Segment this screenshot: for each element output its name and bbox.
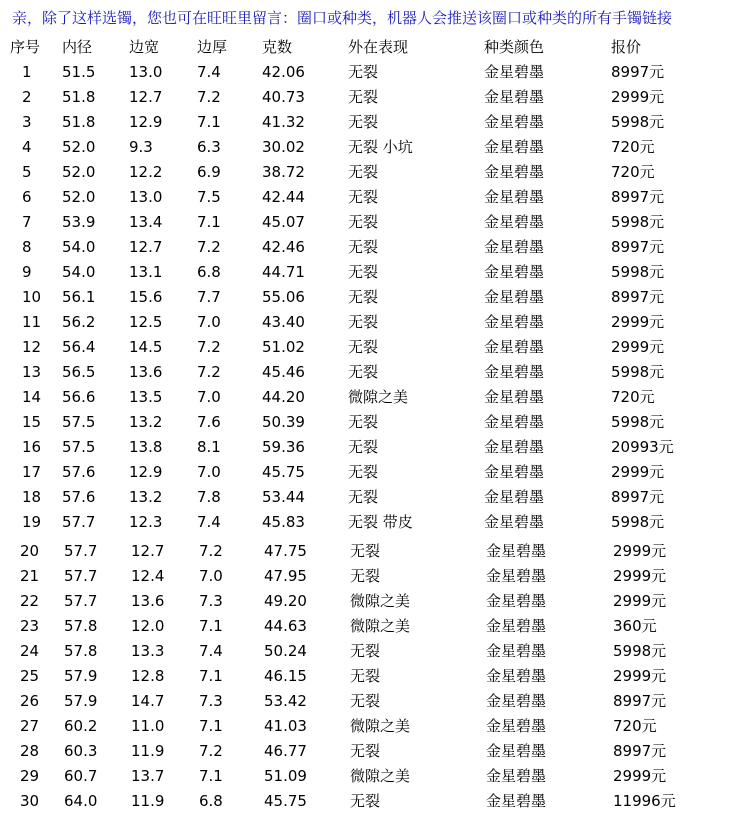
- row-type-color: 金星碧墨: [484, 388, 545, 406]
- row-inner-diameter: 57.6: [62, 488, 96, 506]
- row-inner-diameter: 57.8: [64, 642, 98, 660]
- table-row: [0, 185, 751, 210]
- row-weight: 44.20: [262, 388, 305, 406]
- table-row: [0, 310, 751, 335]
- row-appearance: 无裂: [348, 88, 379, 106]
- row-inner-diameter: 57.8: [64, 617, 98, 635]
- row-weight: 53.44: [262, 488, 305, 506]
- row-width: 12.4: [131, 567, 165, 585]
- row-weight: 42.46: [262, 238, 305, 256]
- table-row: [0, 714, 751, 739]
- row-weight: 40.73: [262, 88, 305, 106]
- table-row: [0, 335, 751, 360]
- row-type-color: 金星碧墨: [484, 513, 545, 531]
- row-inner-diameter: 64.0: [64, 792, 98, 810]
- row-weight: 46.15: [264, 667, 307, 685]
- row-appearance: 无裂: [350, 692, 381, 710]
- row-type-color: 金星碧墨: [486, 792, 547, 810]
- row-index: 18: [22, 488, 42, 506]
- row-weight: 41.32: [262, 113, 305, 131]
- row-index: 8: [22, 238, 32, 256]
- row-thickness: 7.2: [199, 542, 223, 560]
- table-row: [0, 539, 751, 564]
- table-row: [0, 589, 751, 614]
- row-price: 720元: [611, 388, 655, 406]
- row-type-color: 金星碧墨: [486, 542, 547, 560]
- row-thickness: 6.9: [197, 163, 221, 181]
- row-appearance: 无裂: [350, 792, 381, 810]
- table-row: [0, 385, 751, 410]
- row-width: 11.9: [131, 792, 165, 810]
- row-width: 11.0: [131, 717, 165, 735]
- row-price: 2999元: [613, 542, 667, 560]
- row-width: 12.9: [129, 113, 163, 131]
- row-price: 2999元: [613, 567, 667, 585]
- row-type-color: 金星碧墨: [484, 188, 545, 206]
- row-width: 12.5: [129, 313, 163, 331]
- row-index: 26: [20, 692, 40, 710]
- row-price: 5998元: [611, 413, 665, 431]
- row-inner-diameter: 60.7: [64, 767, 98, 785]
- row-type-color: 金星碧墨: [484, 138, 545, 156]
- row-inner-diameter: 56.5: [62, 363, 96, 381]
- row-inner-diameter: 57.9: [64, 667, 98, 685]
- row-appearance: 无裂: [348, 438, 379, 456]
- row-index: 23: [20, 617, 40, 635]
- row-width: 12.0: [131, 617, 165, 635]
- row-inner-diameter: 52.0: [62, 163, 96, 181]
- row-inner-diameter: 56.1: [62, 288, 96, 306]
- row-index: 13: [22, 363, 42, 381]
- row-index: 21: [20, 567, 40, 585]
- row-inner-diameter: 52.0: [62, 188, 96, 206]
- row-width: 13.4: [129, 213, 163, 231]
- row-appearance: 微隙之美: [350, 617, 411, 635]
- header-thickness: 边厚: [197, 38, 228, 56]
- table-row: [0, 285, 751, 310]
- table-body-part2: [0, 539, 751, 814]
- row-weight: 47.95: [264, 567, 307, 585]
- row-type-color: 金星碧墨: [484, 163, 545, 181]
- row-inner-diameter: 53.9: [62, 213, 96, 231]
- row-index: 15: [22, 413, 42, 431]
- row-appearance: 无裂: [350, 642, 381, 660]
- row-width: 13.0: [129, 188, 163, 206]
- row-thickness: 7.1: [199, 717, 223, 735]
- row-price: 8997元: [611, 288, 665, 306]
- row-type-color: 金星碧墨: [484, 88, 545, 106]
- row-weight: 41.03: [264, 717, 307, 735]
- header-index: 序号: [10, 38, 41, 56]
- row-inner-diameter: 51.8: [62, 113, 96, 131]
- header-price: 报价: [611, 38, 642, 56]
- row-weight: 45.75: [262, 463, 305, 481]
- row-inner-diameter: 56.2: [62, 313, 96, 331]
- row-price: 720元: [613, 717, 657, 735]
- table-row: [0, 460, 751, 485]
- row-type-color: 金星碧墨: [486, 667, 547, 685]
- row-index: 10: [22, 288, 42, 306]
- row-price: 8997元: [613, 692, 667, 710]
- row-appearance: 无裂: [348, 288, 379, 306]
- row-weight: 45.75: [264, 792, 307, 810]
- row-weight: 42.44: [262, 188, 305, 206]
- row-index: 16: [22, 438, 42, 456]
- row-thickness: 7.1: [197, 113, 221, 131]
- table-row: [0, 435, 751, 460]
- row-appearance: 微隙之美: [350, 717, 411, 735]
- row-appearance: 微隙之美: [350, 767, 411, 785]
- row-type-color: 金星碧墨: [484, 238, 545, 256]
- row-index: 6: [22, 188, 32, 206]
- row-index: 29: [20, 767, 40, 785]
- row-weight: 38.72: [262, 163, 305, 181]
- row-price: 2999元: [611, 463, 665, 481]
- row-width: 12.7: [131, 542, 165, 560]
- row-width: 12.7: [129, 88, 163, 106]
- header-inner-diameter: 内径: [62, 38, 93, 56]
- row-type-color: 金星碧墨: [486, 717, 547, 735]
- row-width: 14.5: [129, 338, 163, 356]
- row-thickness: 7.0: [197, 313, 221, 331]
- row-index: 25: [20, 667, 40, 685]
- row-thickness: 7.8: [197, 488, 221, 506]
- table-body-part1: [0, 60, 751, 535]
- row-weight: 44.63: [264, 617, 307, 635]
- header-width: 边宽: [129, 38, 160, 56]
- row-thickness: 7.4: [197, 513, 221, 531]
- row-inner-diameter: 57.7: [64, 567, 98, 585]
- row-type-color: 金星碧墨: [484, 488, 545, 506]
- row-appearance: 无裂: [348, 163, 379, 181]
- row-thickness: 7.4: [197, 63, 221, 81]
- row-type-color: 金星碧墨: [486, 567, 547, 585]
- row-weight: 49.20: [264, 592, 307, 610]
- row-weight: 51.09: [264, 767, 307, 785]
- row-weight: 43.40: [262, 313, 305, 331]
- table-row: [0, 789, 751, 814]
- row-price: 2999元: [613, 667, 667, 685]
- row-type-color: 金星碧墨: [486, 642, 547, 660]
- row-width: 13.1: [129, 263, 163, 281]
- row-appearance: 无裂 带皮: [348, 513, 413, 531]
- row-inner-diameter: 57.7: [62, 513, 96, 531]
- table-row: [0, 135, 751, 160]
- row-type-color: 金星碧墨: [486, 617, 547, 635]
- table-row: [0, 689, 751, 714]
- row-appearance: 无裂: [348, 413, 379, 431]
- row-index: 19: [22, 513, 42, 531]
- row-index: 17: [22, 463, 42, 481]
- row-width: 12.3: [129, 513, 163, 531]
- row-weight: 47.75: [264, 542, 307, 560]
- row-thickness: 6.8: [197, 263, 221, 281]
- row-thickness: 7.7: [197, 288, 221, 306]
- row-width: 9.3: [129, 138, 153, 156]
- row-price: 8997元: [611, 188, 665, 206]
- row-thickness: 7.2: [199, 742, 223, 760]
- row-appearance: 无裂: [350, 542, 381, 560]
- row-width: 14.7: [131, 692, 165, 710]
- row-type-color: 金星碧墨: [484, 213, 545, 231]
- table-row: [0, 60, 751, 85]
- table-row: [0, 510, 751, 535]
- row-type-color: 金星碧墨: [484, 113, 545, 131]
- row-appearance: 无裂: [350, 667, 381, 685]
- row-appearance: 无裂: [348, 238, 379, 256]
- bangle-table-part1: [0, 35, 751, 535]
- row-thickness: 7.2: [197, 238, 221, 256]
- row-width: 13.5: [129, 388, 163, 406]
- row-weight: 53.42: [264, 692, 307, 710]
- row-appearance: 无裂: [348, 313, 379, 331]
- row-index: 20: [20, 542, 40, 560]
- table-row: [0, 639, 751, 664]
- row-thickness: 7.3: [199, 592, 223, 610]
- row-appearance: 无裂: [348, 63, 379, 81]
- row-thickness: 7.4: [199, 642, 223, 660]
- row-inner-diameter: 57.5: [62, 438, 96, 456]
- row-index: 9: [22, 263, 32, 281]
- row-index: 3: [22, 113, 32, 131]
- row-thickness: 6.3: [197, 138, 221, 156]
- row-type-color: 金星碧墨: [486, 767, 547, 785]
- row-index: 5: [22, 163, 32, 181]
- row-thickness: 7.2: [197, 88, 221, 106]
- row-thickness: 7.1: [197, 213, 221, 231]
- row-type-color: 金星碧墨: [484, 463, 545, 481]
- row-thickness: 8.1: [197, 438, 221, 456]
- row-price: 5998元: [611, 113, 665, 131]
- row-weight: 51.02: [262, 338, 305, 356]
- row-thickness: 7.1: [199, 667, 223, 685]
- row-width: 12.2: [129, 163, 163, 181]
- row-appearance: 无裂: [348, 113, 379, 131]
- table-row: [0, 210, 751, 235]
- row-type-color: 金星碧墨: [484, 288, 545, 306]
- row-appearance: 无裂: [350, 742, 381, 760]
- row-price: 2999元: [611, 313, 665, 331]
- row-index: 12: [22, 338, 42, 356]
- row-price: 8997元: [611, 488, 665, 506]
- row-width: 13.2: [129, 413, 163, 431]
- table-row: [0, 764, 751, 789]
- row-price: 5998元: [611, 363, 665, 381]
- row-inner-diameter: 57.5: [62, 413, 96, 431]
- row-weight: 55.06: [262, 288, 305, 306]
- row-width: 13.6: [129, 363, 163, 381]
- row-weight: 42.06: [262, 63, 305, 81]
- row-type-color: 金星碧墨: [486, 592, 547, 610]
- row-thickness: 7.2: [197, 338, 221, 356]
- row-appearance: 无裂: [348, 188, 379, 206]
- row-thickness: 6.8: [199, 792, 223, 810]
- row-appearance: 无裂: [348, 213, 379, 231]
- row-price: 2999元: [611, 338, 665, 356]
- row-appearance: 无裂: [348, 488, 379, 506]
- row-thickness: 7.1: [199, 617, 223, 635]
- row-thickness: 7.0: [199, 567, 223, 585]
- table-row: [0, 110, 751, 135]
- row-price: 5998元: [611, 213, 665, 231]
- row-thickness: 7.2: [197, 363, 221, 381]
- table-row: [0, 564, 751, 589]
- row-thickness: 7.3: [199, 692, 223, 710]
- row-inner-diameter: 56.4: [62, 338, 96, 356]
- row-width: 12.9: [129, 463, 163, 481]
- row-weight: 59.36: [262, 438, 305, 456]
- row-inner-diameter: 57.9: [64, 692, 98, 710]
- row-index: 1: [22, 63, 32, 81]
- row-index: 22: [20, 592, 40, 610]
- table-row: [0, 360, 751, 385]
- row-price: 8997元: [611, 63, 665, 81]
- table-row: [0, 614, 751, 639]
- row-appearance: 无裂: [348, 463, 379, 481]
- row-width: 15.6: [129, 288, 163, 306]
- row-width: 13.7: [131, 767, 165, 785]
- row-type-color: 金星碧墨: [484, 363, 545, 381]
- table-row: [0, 739, 751, 764]
- row-width: 13.3: [131, 642, 165, 660]
- row-price: 720元: [611, 138, 655, 156]
- row-weight: 45.07: [262, 213, 305, 231]
- table-row: [0, 410, 751, 435]
- row-index: 28: [20, 742, 40, 760]
- row-inner-diameter: 57.6: [62, 463, 96, 481]
- row-inner-diameter: 60.3: [64, 742, 98, 760]
- row-price: 8997元: [611, 238, 665, 256]
- row-price: 5998元: [611, 513, 665, 531]
- table-row: [0, 85, 751, 110]
- table-row: [0, 664, 751, 689]
- table-row: [0, 485, 751, 510]
- row-inner-diameter: 51.5: [62, 63, 96, 81]
- row-type-color: 金星碧墨: [486, 692, 547, 710]
- row-type-color: 金星碧墨: [484, 63, 545, 81]
- row-index: 7: [22, 213, 32, 231]
- row-index: 24: [20, 642, 40, 660]
- row-type-color: 金星碧墨: [486, 742, 547, 760]
- row-thickness: 7.1: [199, 767, 223, 785]
- row-type-color: 金星碧墨: [484, 313, 545, 331]
- row-index: 2: [22, 88, 32, 106]
- row-index: 4: [22, 138, 32, 156]
- row-weight: 30.02: [262, 138, 305, 156]
- row-width: 12.8: [131, 667, 165, 685]
- row-price: 5998元: [611, 263, 665, 281]
- row-appearance: 无裂 小坑: [348, 138, 413, 156]
- row-appearance: 微隙之美: [348, 388, 409, 406]
- row-thickness: 7.5: [197, 188, 221, 206]
- row-weight: 46.77: [264, 742, 307, 760]
- row-inner-diameter: 54.0: [62, 263, 96, 281]
- row-weight: 50.39: [262, 413, 305, 431]
- row-index: 14: [22, 388, 42, 406]
- row-price: 2999元: [613, 592, 667, 610]
- table-row: [0, 260, 751, 285]
- row-inner-diameter: 57.7: [64, 592, 98, 610]
- row-weight: 50.24: [264, 642, 307, 660]
- row-price: 2999元: [613, 767, 667, 785]
- row-inner-diameter: 56.6: [62, 388, 96, 406]
- header-type-color: 种类颜色: [484, 38, 545, 56]
- row-inner-diameter: 60.2: [64, 717, 98, 735]
- table-row: [0, 235, 751, 260]
- row-weight: 45.46: [262, 363, 305, 381]
- row-index: 27: [20, 717, 40, 735]
- row-weight: 45.83: [262, 513, 305, 531]
- header-weight: 克数: [262, 38, 293, 56]
- table-row: [0, 160, 751, 185]
- row-index: 11: [22, 313, 42, 331]
- row-type-color: 金星碧墨: [484, 338, 545, 356]
- row-inner-diameter: 54.0: [62, 238, 96, 256]
- row-price: 11996元: [613, 792, 676, 810]
- row-price: 8997元: [613, 742, 667, 760]
- header-appearance: 外在表现: [348, 38, 409, 56]
- row-appearance: 微隙之美: [350, 592, 411, 610]
- row-price: 20993元: [611, 438, 674, 456]
- row-thickness: 7.0: [197, 463, 221, 481]
- row-price: 5998元: [613, 642, 667, 660]
- row-width: 13.0: [129, 63, 163, 81]
- row-price: 720元: [611, 163, 655, 181]
- row-type-color: 金星碧墨: [484, 413, 545, 431]
- row-price: 2999元: [611, 88, 665, 106]
- row-width: 11.9: [131, 742, 165, 760]
- row-type-color: 金星碧墨: [484, 263, 545, 281]
- row-weight: 44.71: [262, 263, 305, 281]
- row-inner-diameter: 52.0: [62, 138, 96, 156]
- row-thickness: 7.0: [197, 388, 221, 406]
- row-width: 13.6: [131, 592, 165, 610]
- row-width: 13.8: [129, 438, 163, 456]
- row-thickness: 7.6: [197, 413, 221, 431]
- row-index: 30: [20, 792, 40, 810]
- row-inner-diameter: 57.7: [64, 542, 98, 560]
- bangle-table-part2: [0, 539, 751, 814]
- row-inner-diameter: 51.8: [62, 88, 96, 106]
- notice-text: 亲，除了这样选镯，您也可在旺旺里留言：圈口或种类，机器人会推送该圈口或种类的所有手镯链接: [12, 9, 673, 27]
- row-width: 13.2: [129, 488, 163, 506]
- row-width: 12.7: [129, 238, 163, 256]
- row-type-color: 金星碧墨: [484, 438, 545, 456]
- table-header-row: [0, 35, 751, 60]
- row-appearance: 无裂: [348, 363, 379, 381]
- row-appearance: 无裂: [350, 567, 381, 585]
- row-appearance: 无裂: [348, 338, 379, 356]
- row-appearance: 无裂: [348, 263, 379, 281]
- row-price: 360元: [613, 617, 657, 635]
